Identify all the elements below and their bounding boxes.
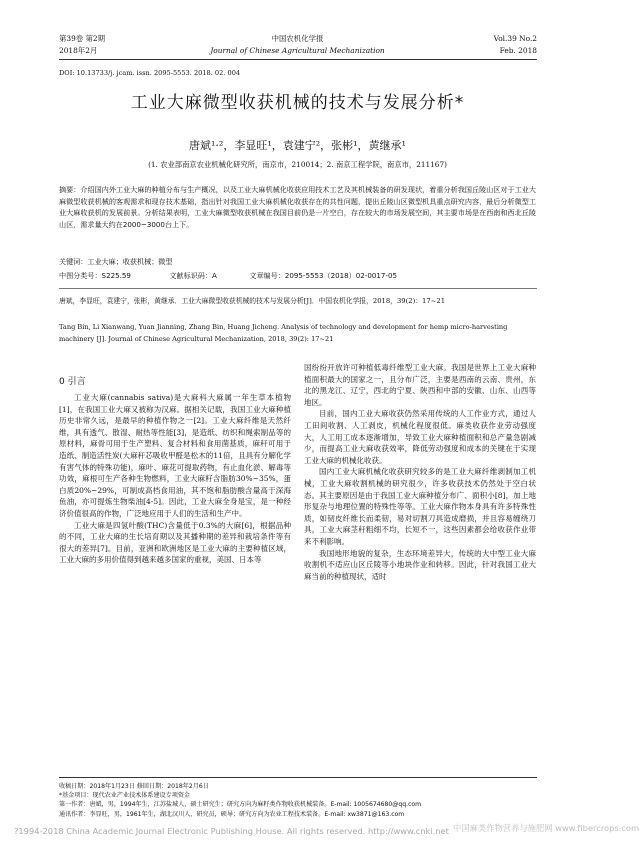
affiliation: (1. 农业部南京农业机械化研究所，南京市，210014；2. 南京工程学院，南京市，211167) <box>148 160 447 169</box>
abstract: 摘要：介绍国内外工业大麻的种植分布与生产概况，以及工业大麻机械化收获应用技术工艺及其机械装备的研发现状，着重分析我国丘陵山区对于工业大麻微型收获机械的客观需求和现存技术基础，指出针对我国工业大麻机械化收获存在的共性问题，提出丘陵山区微型机具重点研究内容，最后分析微型工业大麻收获机的发展前景。分析结果表明，工业大麻微型收获机械在我国目前仍是一片空白，存在较大的市场发展空间，其主要市场是在西南和西北丘陵山区，需求量大约在2000~3000台上下。 <box>59 185 536 229</box>
keywords: 关键词：工业大麻；收获机械；微型 <box>59 257 173 266</box>
footnotes <box>59 782 529 819</box>
header-journal-cn: 中国农机化学报 <box>271 34 324 43</box>
header-rule <box>59 59 537 60</box>
doi-line: DOI: 10.13733/j. jcam. issn. 2095-5553. 2018. 02. 004 <box>59 69 241 77</box>
footnote-rule <box>59 777 537 778</box>
citation-en: Tang Bin, Li Xianwang, Yuan Jianning, Zhang Bin, Huang Jicheng. Analysis of technology and development for hemp micro-harvesting machinery [J]. Journal of Chinese Agricultural Mechanization, 2018, 39(2): 17~21 <box>59 323 508 343</box>
paragraph: 国纷纷开放许可种植低毒纤维型工业大麻。我国是世界上工业大麻种植面积最大的国家之一，且分布广泛，主要是西南的云南、贵州，东北的黑龙江、辽宁，西北的宁夏、陕西和中部的安徽、山东、山西等地区。 <box>304 363 536 407</box>
header-journal-en: Journal of Chinese Agricultural Mechanization <box>210 46 385 55</box>
paragraph: 工业大麻(cannabis sativa)是大麻科大麻属一年生草本植物[1]，在我国工业大麻又被称为汉麻。据相关记载，我国工业大麻种植历史非常久远，是最早的种植作物之一[2]。工业大麻纤维是天然纤维，具有透气、散湿、耐热等性能[3]，是造纸、纺织和绳索制品等的原材料，麻骨可用于生产塑料、复合材料和食用菌基质，麻秆可用于造纸、制造活性炭(大麻秆芯吸收甲醛是松木的11倍，且具有分解化学有害气体的特殊功能)，麻叶、麻花可提取药物，有止血化淤、解毒等功效，麻根可生产各种生物燃料，工业大麻籽含脂肪30%~35%，蛋白质20%~29%，可制成高档食用油，其不饱和脂肪酸含量高于深海鱼油，亦可提炼生物柴油[4-5]。因此，工业大麻全身是宝，是一种经济价值很高的作物，广泛地应用于人们的生活和生产中。 <box>59 393 291 518</box>
body-right-column <box>304 362 536 582</box>
footnote-corresponding-author: 通讯作者：李显旺，男，1961年生，湖北汉川人，研究员，硕导；研究方向为农业工程技术装备。E-mail: xw3871@163.com <box>59 810 405 818</box>
section-heading: 0 引言 <box>59 377 86 387</box>
document-code: 文献标识码：A <box>169 271 217 280</box>
body-left-column <box>59 392 291 566</box>
header-date-cn: 2018年2月 <box>59 46 98 55</box>
paragraph: 工业大麻是四氢叶酸(THC)含量低于0.3%的大麻[6]，根据品种的不同，工业大麻的生长培育期以及其播种期的差异和栽培条件等有很大的差异[7]。目前，亚洲和欧洲地区是工业大麻的主要种植区域，工业大麻的多用价值得到越来越多国家的重视，美国、日本等 <box>59 520 291 565</box>
classification-number: 中图分类号：S225.59 <box>59 271 131 280</box>
footnote-funding: *基金项目：现代农业产业技术体系建设专项资金 <box>59 792 191 800</box>
paragraph: 目前，国内工业大麻收获仍然采用传统的人工作业方式，通过人工田间收割、人工剥皮，机械化程度很低。麻类收获作业劳动强度大，人工用工成本逐渐增加，导致工业大麻种植面积和总产量急剧减少，而提高工业大麻收获效率，降低劳动强度和成本的关键在于实现工业大麻的机械化收获。 <box>304 409 536 465</box>
paper-title: 工业大麻微型收获机械的技术与发展分析* <box>130 93 465 113</box>
header-volume-en: Vol.39 No.2 <box>493 34 537 43</box>
paragraph: 国内工业大麻机械化收获研究较多的是工业大麻纤维剥制加工机械，工业大麻收割机械的研究很少，许多收获技术仍然处于空白状态。其主要原因是由于我国工业大麻种植分布广、面积小[8]，加上地形复杂与地理位置的特殊性等等。工业大麻作物本身具有许多特殊性质，如韧皮纤维长而柔韧，易对切割刀具造成磨损，并且容易缠绕刀具，工业大麻茎秆粗细不均，长短不一，这些因素都会给收获作业带来不利影响。 <box>304 467 536 546</box>
citation-cn: 唐斌，李显旺，袁建宁，张彬，黄继承．工业大麻微型收获机械的技术与发展分析[J]．中国农机化学报，2018，39(2)：17~21 <box>59 297 446 305</box>
meta-rule <box>59 288 537 289</box>
footnote-dates: 收稿日期：2018年1月23日 修回日期：2018年2月6日 <box>59 783 209 790</box>
author-list: 唐斌¹·²，李显旺¹，袁建宁²，张彬¹，黄继承¹ <box>189 139 406 152</box>
paragraph: 我国地形地貌的复杂，生态环境差异大，传统的大中型工业大麻收割机不适应山区丘陵等小地块作业和转移。因此，针对我国工业大麻当前的种植现状，适时 <box>304 548 536 581</box>
header-volume-cn: 第39卷 第2期 <box>59 34 106 43</box>
header-date-en: Feb. 2018 <box>499 46 537 55</box>
copyright-line: ?1994-2018 China Academic Journal Electronic Publishing House. All rights reserved. http://www.cnki.net <box>14 826 449 836</box>
article-number: 文章编号：2095-5553（2018）02-0017-05 <box>249 271 397 280</box>
watermark: 中国麻类作物营养与施肥网 www.fibercrops.com <box>453 823 639 833</box>
classification-row <box>59 270 536 281</box>
footnote-first-author: 第一作者：唐斌，男，1994年生，江苏盐城人，硕士研究生；研究方向为麻籽类作物收获机械装备。E-mail: 1005674680@qq.com <box>59 801 422 809</box>
